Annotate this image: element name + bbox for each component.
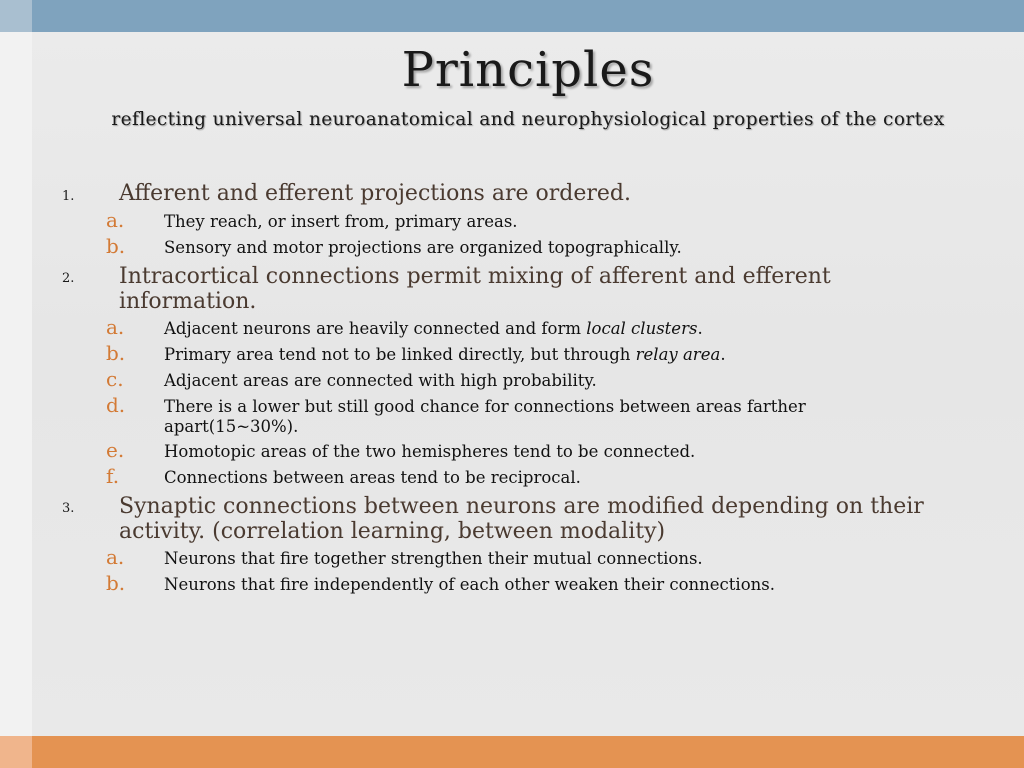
sub-item-text xyxy=(164,345,924,365)
sub-item-letter: d. xyxy=(106,393,126,417)
sub-item-letter: f. xyxy=(106,464,120,488)
sub-item-emphasis: relay area xyxy=(635,345,721,364)
sub-item-text-part: Primary area tend not to be linked directly, but through xyxy=(164,345,636,364)
sub-item-text xyxy=(164,319,924,339)
sub-item-text-part: Adjacent neurons are heavily connected and form xyxy=(164,319,587,338)
sub-item-text: Homotopic areas of the two hemispheres tend to be connected. xyxy=(164,442,696,461)
sub-item-emphasis: local clusters xyxy=(586,319,698,338)
sub-item-letter: e. xyxy=(106,438,125,462)
sub-item-text: There is a lower but still good chance for connections between areas farther apart(15~30%). xyxy=(164,397,806,436)
sub-item-text: Sensory and motor projections are organized topographically. xyxy=(164,238,682,257)
sub-item-text-end: . xyxy=(720,345,726,364)
list-number: 3. xyxy=(62,501,75,516)
list-item-main: Afferent and efferent projections are ordered. xyxy=(119,181,631,206)
slide-subtitle: reflecting universal neuroanatomical and neurophysiological properties of the cortex xyxy=(111,109,945,130)
sub-item-letter: a. xyxy=(106,315,125,339)
sub-item-text: Adjacent areas are connected with high probability. xyxy=(164,371,597,390)
sub-item-text-end: . xyxy=(697,319,703,338)
sub-item-text: Connections between areas tend to be reciprocal. xyxy=(164,468,581,487)
sub-item-text: Neurons that fire together strengthen their mutual connections. xyxy=(164,549,703,568)
sub-item-letter: c. xyxy=(106,367,124,391)
bottom-accent-bar xyxy=(32,736,1024,768)
sub-item-letter: b. xyxy=(106,571,126,595)
sub-item-letter: a. xyxy=(106,208,125,232)
sub-item-letter: a. xyxy=(106,545,125,569)
list-number: 2. xyxy=(62,271,75,286)
sub-item-text: They reach, or insert from, primary areas. xyxy=(164,212,518,231)
sub-item-text: Neurons that fire independently of each other weaken their connections. xyxy=(164,575,775,594)
list-item-main: Synaptic connections between neurons are modified depending on their activity. (correlation learning, between modality) xyxy=(119,494,924,544)
sub-item-letter: b. xyxy=(106,341,126,365)
list-number: 1. xyxy=(62,189,75,204)
slide-title: Principles xyxy=(401,42,655,98)
bottom-accent-bar-light xyxy=(0,736,32,768)
list-item-main: Intracortical connections permit mixing of afferent and efferent information. xyxy=(119,264,831,314)
sub-item-letter: b. xyxy=(106,234,126,258)
